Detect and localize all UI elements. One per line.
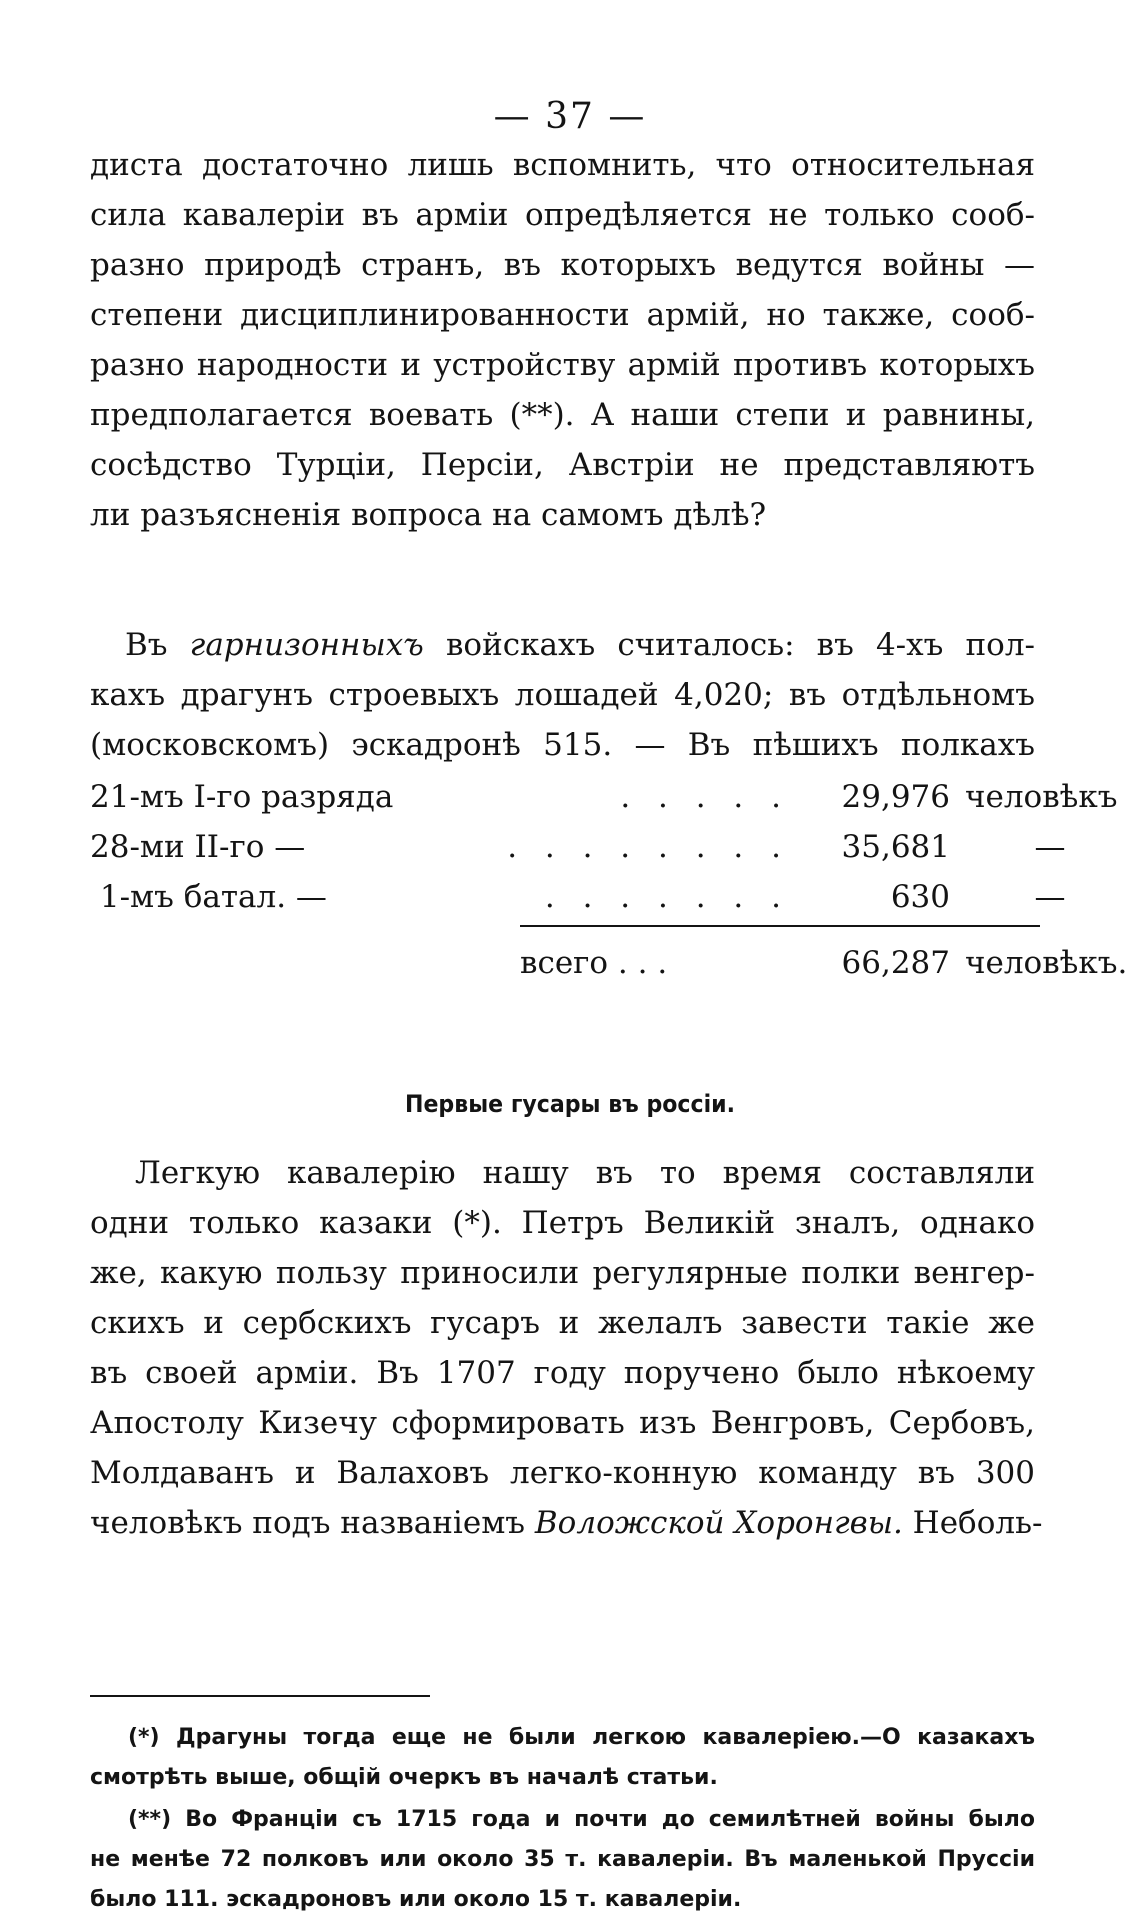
row-label: 1-мъ батал. — bbox=[90, 879, 327, 915]
row-value: 35,681 bbox=[841, 829, 950, 865]
text-line: кахъ драгунъ строевыхъ лошадей 4,020; въ отдѣльномъ bbox=[90, 677, 1035, 713]
row-value: 29,976 bbox=[841, 779, 950, 815]
footnote-1 bbox=[90, 1718, 1035, 1798]
text-line: разно природѣ странъ, въ которыхъ ведутся войны — bbox=[90, 247, 1035, 283]
text-line: одни только казаки (*). Петръ Великiй зналъ, однако bbox=[90, 1205, 1035, 1241]
text-line: (*) Драгуны тогда еще не были легкою кавалерiею.—О казакахъ bbox=[128, 1725, 1035, 1750]
row-unit: человѣкъ bbox=[965, 779, 1118, 815]
paragraph-cavalry-strength bbox=[90, 140, 1035, 540]
italic-term: Воложской Хоронгвы. bbox=[534, 1505, 903, 1541]
section-heading: Первые гусары въ россiи. bbox=[404, 1090, 736, 1118]
text-line: (**) Во Францiи съ 1715 года и почти до семилѣтней войны было bbox=[128, 1807, 1035, 1832]
text-line: сосѣдство Турцiи, Персiи, Австрiи не представляютъ bbox=[90, 447, 1035, 483]
text-line: же, какую пользу приносили регулярные полки венгер- bbox=[90, 1255, 1035, 1291]
paragraph-garrison-troops bbox=[90, 620, 1035, 770]
total-unit: человѣкъ. bbox=[965, 945, 1128, 981]
table-total-row bbox=[90, 938, 1128, 988]
text-line: въ своей армiи. Въ 1707 году поручено было нѣкоему bbox=[90, 1355, 1035, 1391]
text-line: предполагается воевать (**). А наши степи и равнины, bbox=[90, 397, 1035, 433]
row-unit: — bbox=[1034, 879, 1066, 915]
regiments-table bbox=[90, 772, 1118, 922]
text-line: степени дисциплинированности армiй, но также, сооб- bbox=[90, 297, 1035, 333]
text-line: Апостолу Кизечу сформировать изъ Венгровъ, Сербовъ, bbox=[90, 1405, 1035, 1441]
text-line: не менѣе 72 полковъ или около 35 т. кавалерiи. Въ маленькой Пруссiи bbox=[90, 1847, 1035, 1872]
row-label: 21-мъ I-го разряда bbox=[90, 779, 394, 815]
text-line: разно народности и устройству армiй противъ которыхъ bbox=[90, 347, 1035, 383]
text-line: было 111. эскадроновъ или около 15 т. кавалерiи. bbox=[90, 1887, 742, 1912]
paragraph-first-hussars bbox=[90, 1148, 1043, 1548]
text-line: скихъ и сербскихъ гусаръ и желалъ завести такiе же bbox=[90, 1305, 1035, 1341]
page-number: — 37 — bbox=[493, 96, 647, 137]
text-line: Въ гарнизонныхъ войскахъ считалось: въ 4-хъ пол- bbox=[125, 627, 1035, 663]
text-line: (московскомъ) эскадронѣ 515. — Въ пѣшихъ полкахъ bbox=[90, 727, 1035, 763]
text-line: диста достаточно лишь вспомнить, что относительная bbox=[90, 147, 1035, 183]
text-line: смотрѣть выше, общiй очеркъ въ началѣ статьи. bbox=[90, 1765, 718, 1790]
text-line: сила кавалерiи въ армiи опредѣляется не только сооб- bbox=[90, 197, 1035, 233]
dot-leader: . . . . . . . bbox=[544, 879, 790, 915]
footnote-rule bbox=[90, 1695, 430, 1697]
footnote-2 bbox=[90, 1800, 1035, 1920]
sum-rule bbox=[520, 925, 1040, 927]
row-unit: — bbox=[1034, 829, 1066, 865]
text-line: ли разъясненiя вопроса на самомъ дѣлѣ? bbox=[90, 497, 767, 533]
table-row bbox=[90, 872, 1066, 922]
dot-leader: . . . . . bbox=[620, 779, 790, 815]
table-row bbox=[90, 822, 1066, 872]
italic-term: гарнизонныхъ bbox=[189, 627, 424, 663]
row-label: 28-ми II-го — bbox=[90, 829, 306, 865]
row-value: 630 bbox=[890, 879, 950, 915]
total-label: всего . . . bbox=[520, 945, 668, 981]
total-value: 66,287 bbox=[841, 945, 950, 981]
dot-leader: . . . . . . . . bbox=[507, 829, 790, 865]
text-line: Легкую кавалерiю нашу въ то время составляли bbox=[135, 1155, 1035, 1191]
table-row bbox=[90, 772, 1118, 822]
text-line: человѣкъ подъ названiемъ Воложской Хоронгвы. Неболь- bbox=[90, 1505, 1043, 1541]
text-line: Молдаванъ и Валаховъ легко-конную команду въ 300 bbox=[90, 1455, 1035, 1491]
